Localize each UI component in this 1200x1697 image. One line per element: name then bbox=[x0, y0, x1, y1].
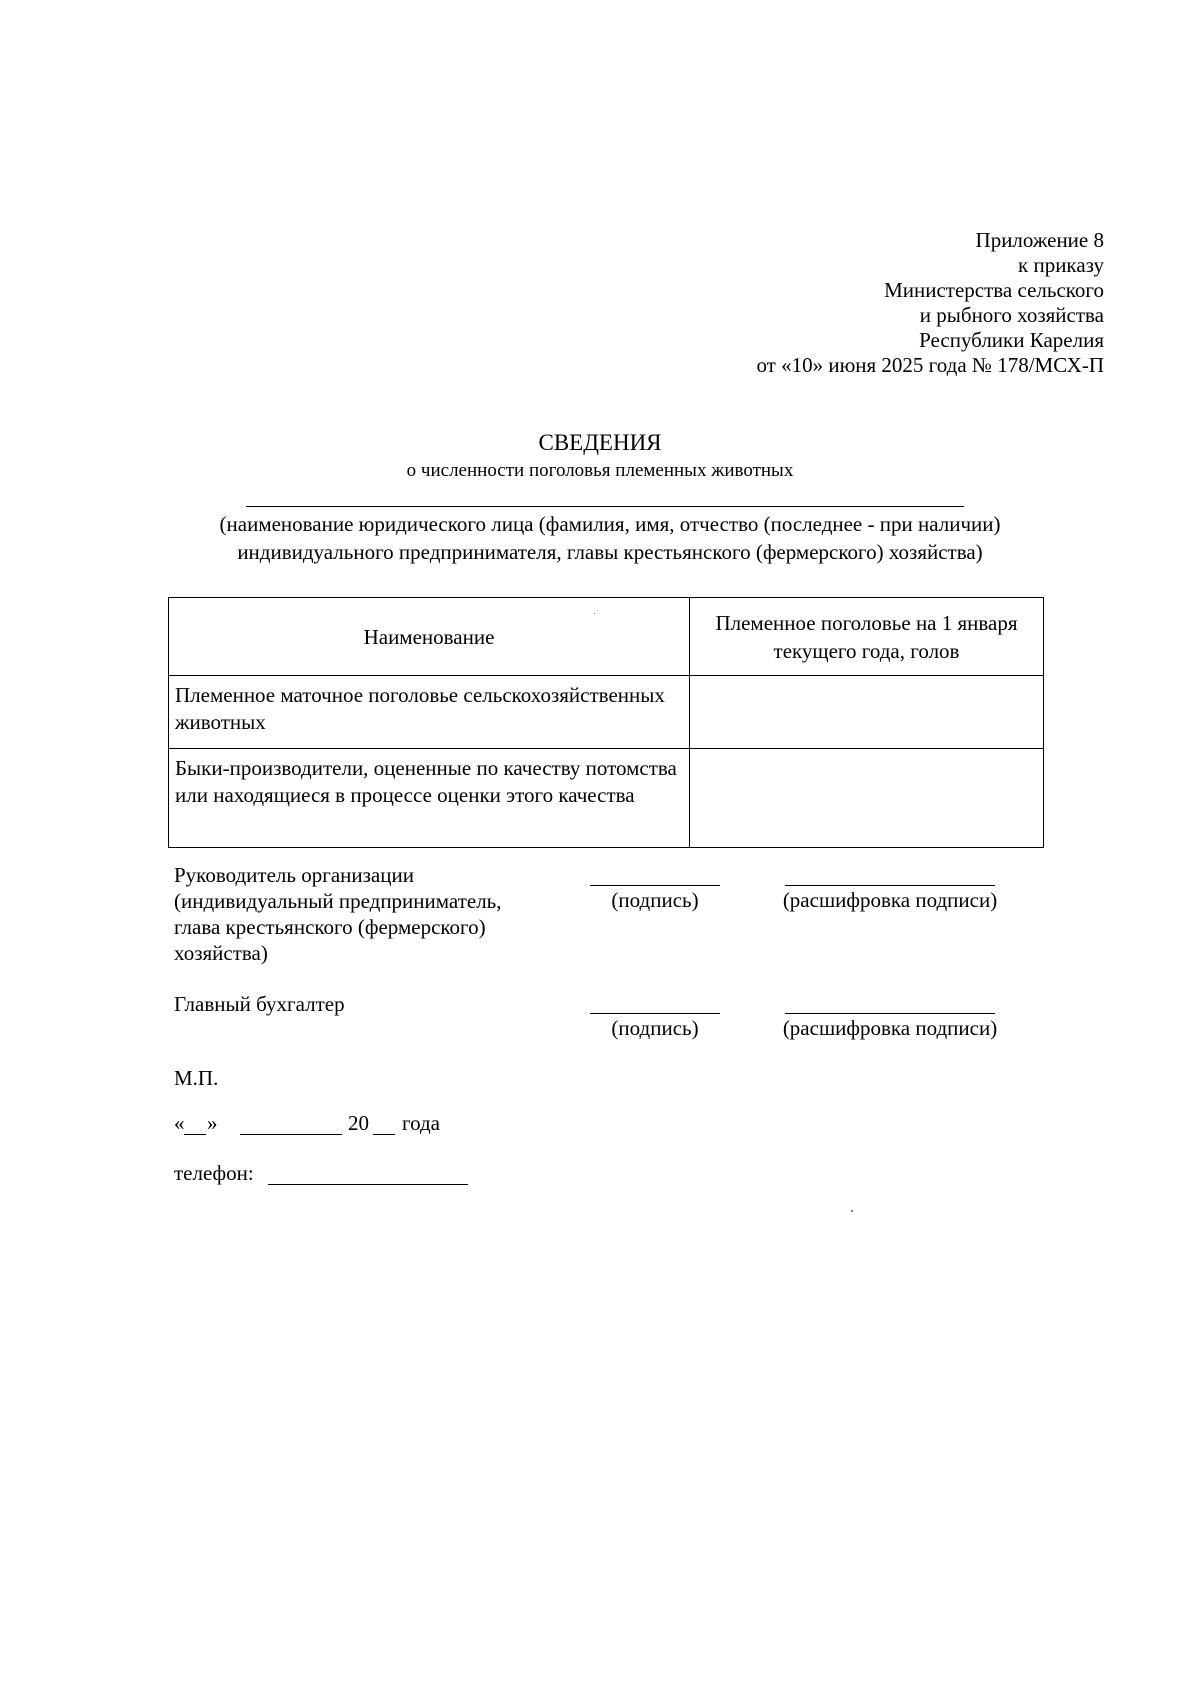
organization-name-line bbox=[246, 506, 964, 507]
date-open-quote: « bbox=[174, 1111, 185, 1135]
head-title-line-4: хозяйства) bbox=[174, 941, 268, 965]
table-cell-count bbox=[690, 676, 1044, 749]
document-title: СВЕДЕНИЯ bbox=[538, 430, 662, 455]
table-row bbox=[169, 676, 1044, 749]
table-row bbox=[169, 749, 1044, 848]
organization-caption: (наименование юридического лица (фамилия, имя, отчество (последнее - при наличии) индивидуального предпринимателя, главы крестьянского (фермерского) хозяйства) bbox=[219, 512, 1001, 564]
date-year-prefix: 20 bbox=[348, 1111, 369, 1135]
scan-speck bbox=[851, 1210, 853, 1212]
head-title-line-3: глава крестьянского (фермерского) bbox=[174, 915, 486, 939]
appendix-line-4: и рыбного хозяйства bbox=[919, 303, 1104, 327]
date-close-quote: » bbox=[207, 1111, 218, 1135]
appendix-line-6: от «10» июня 2025 года № 178/МСХ-П bbox=[756, 353, 1104, 377]
stamp-label: М.П. bbox=[174, 1066, 219, 1090]
date-year-line bbox=[373, 1134, 395, 1135]
livestock-table bbox=[168, 597, 1044, 848]
appendix-line-1: Приложение 8 bbox=[975, 228, 1104, 252]
accountant-signature-caption: (подпись) bbox=[611, 1016, 699, 1040]
table-header-row bbox=[169, 598, 1044, 676]
head-title-line-2: (индивидуальный предприниматель, bbox=[174, 889, 502, 913]
accountant-title: Главный бухгалтер bbox=[174, 992, 345, 1016]
appendix-line-2: к приказу bbox=[1018, 253, 1104, 277]
accountant-decoding-line bbox=[785, 1013, 995, 1014]
accountant-signature-line bbox=[590, 1013, 720, 1014]
head-title-line-1: Руководитель организации bbox=[174, 863, 414, 887]
accountant-decoding-caption: (расшифровка подписи) bbox=[782, 1016, 998, 1040]
appendix-line-3: Министерства сельского bbox=[884, 278, 1104, 302]
appendix-block bbox=[756, 228, 1104, 378]
phone-label: телефон: bbox=[174, 1161, 254, 1185]
phone-line bbox=[268, 1184, 468, 1185]
table-header-name: Наименование bbox=[169, 598, 690, 676]
head-decoding-line bbox=[785, 885, 995, 886]
head-decoding-caption: (расшифровка подписи) bbox=[782, 888, 998, 912]
document-subtitle: о численности поголовья племенных животных bbox=[406, 460, 794, 481]
date-day-line bbox=[184, 1134, 206, 1135]
date-year-suffix: года bbox=[402, 1111, 440, 1135]
head-signature-line bbox=[590, 885, 720, 886]
table-cell-count bbox=[690, 749, 1044, 848]
scan-speck bbox=[594, 613, 595, 614]
table-cell-name: Быки-производители, оцененные по качеству потомства или находящиеся в процессе оценки этого качества bbox=[169, 749, 690, 848]
table-cell-name: Племенное маточное поголовье сельскохозяйственных животных bbox=[169, 676, 690, 749]
appendix-line-5: Республики Карелия bbox=[919, 328, 1104, 352]
date-month-line bbox=[240, 1134, 342, 1135]
head-signature-caption: (подпись) bbox=[611, 888, 699, 912]
table-header-count: Племенное поголовье на 1 января текущего года, голов bbox=[690, 598, 1044, 676]
